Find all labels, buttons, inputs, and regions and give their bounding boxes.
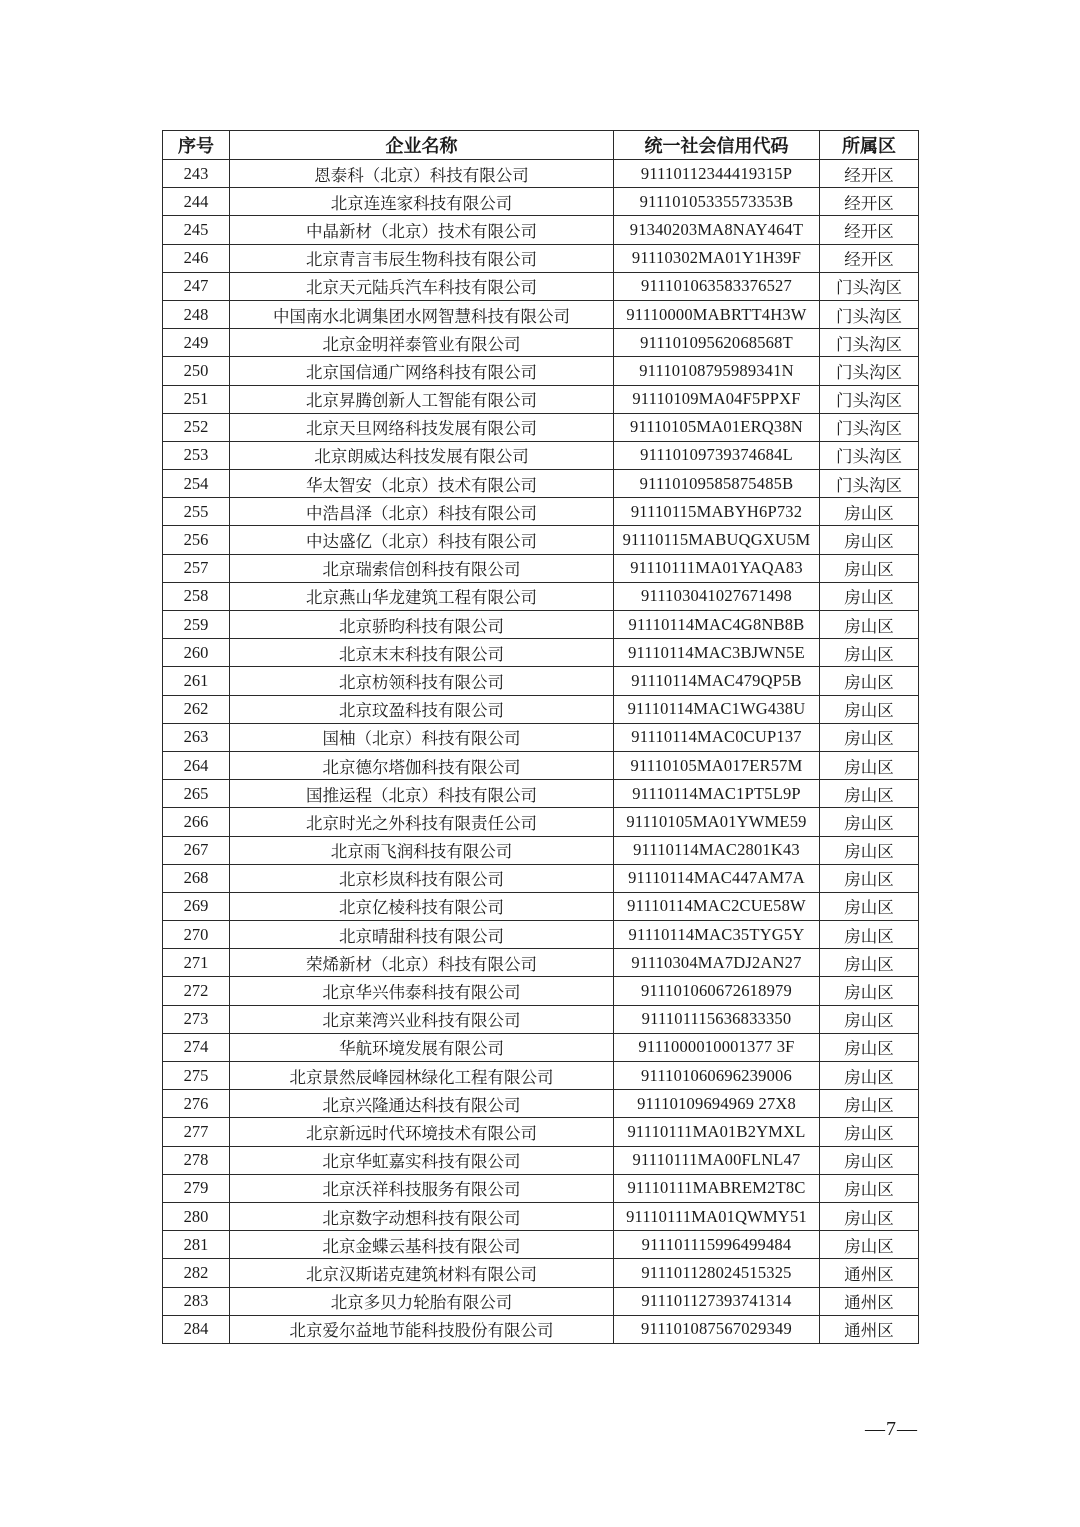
company-name: 北京莱湾兴业科技有限公司 xyxy=(230,1005,614,1033)
credit-code: 91110115MABUQGXU5M xyxy=(614,526,820,554)
row-index: 253 xyxy=(163,441,230,469)
row-index: 246 xyxy=(163,244,230,272)
credit-code: 91110105MA01ERQ38N xyxy=(614,413,820,441)
table-body xyxy=(163,160,919,1344)
company-name: 北京枋领科技有限公司 xyxy=(230,667,614,695)
company-name: 中晶新材（北京）技术有限公司 xyxy=(230,216,614,244)
row-index: 259 xyxy=(163,611,230,639)
credit-code: 91110114MAC0CUP137 xyxy=(614,723,820,751)
row-index: 283 xyxy=(163,1287,230,1315)
table-row xyxy=(163,892,919,920)
company-name: 北京天旦网络科技发展有限公司 xyxy=(230,413,614,441)
table-header-row xyxy=(163,131,919,160)
credit-code: 91110112344419315P xyxy=(614,160,820,188)
credit-code: 91110114MAC447AM7A xyxy=(614,864,820,892)
table-row xyxy=(163,1231,919,1259)
company-name: 北京昇腾创新人工智能有限公司 xyxy=(230,385,614,413)
district: 门头沟区 xyxy=(820,441,919,469)
company-name: 北京末末科技有限公司 xyxy=(230,639,614,667)
credit-code: 911101128024515325 xyxy=(614,1259,820,1287)
company-name: 华航环境发展有限公司 xyxy=(230,1033,614,1061)
row-index: 265 xyxy=(163,780,230,808)
district: 房山区 xyxy=(820,526,919,554)
district: 房山区 xyxy=(820,1174,919,1202)
table-row xyxy=(163,216,919,244)
district: 房山区 xyxy=(820,723,919,751)
company-name: 北京沃祥科技服务有限公司 xyxy=(230,1174,614,1202)
company-name: 北京金明祥泰管业有限公司 xyxy=(230,329,614,357)
company-name: 北京华虹嘉实科技有限公司 xyxy=(230,1146,614,1174)
table-row xyxy=(163,1315,919,1343)
district: 房山区 xyxy=(820,977,919,1005)
table-row xyxy=(163,808,919,836)
header-district: 所属区 xyxy=(820,131,919,160)
credit-code: 91110111MA01B2YMXL xyxy=(614,1118,820,1146)
row-index: 264 xyxy=(163,751,230,779)
credit-code: 91110111MA00FLNL47 xyxy=(614,1146,820,1174)
credit-code: 91110114MAC1WG438U xyxy=(614,695,820,723)
district: 房山区 xyxy=(820,554,919,582)
row-index: 284 xyxy=(163,1315,230,1343)
company-name: 北京汉斯诺克建筑材料有限公司 xyxy=(230,1259,614,1287)
row-index: 268 xyxy=(163,864,230,892)
table-row xyxy=(163,695,919,723)
credit-code: 9111000010001377 3F xyxy=(614,1033,820,1061)
row-index: 267 xyxy=(163,836,230,864)
row-index: 271 xyxy=(163,949,230,977)
credit-code: 911103041027671498 xyxy=(614,582,820,610)
row-index: 243 xyxy=(163,160,230,188)
company-name: 北京国信通广网络科技有限公司 xyxy=(230,357,614,385)
row-index: 280 xyxy=(163,1202,230,1230)
credit-code: 91110105335573353B xyxy=(614,188,820,216)
district: 经开区 xyxy=(820,188,919,216)
district: 门头沟区 xyxy=(820,272,919,300)
district: 房山区 xyxy=(820,1202,919,1230)
table-row xyxy=(163,1033,919,1061)
header-company-name: 企业名称 xyxy=(230,131,614,160)
company-name: 北京杉岚科技有限公司 xyxy=(230,864,614,892)
district: 房山区 xyxy=(820,611,919,639)
company-name: 恩泰科（北京）科技有限公司 xyxy=(230,160,614,188)
table-row xyxy=(163,385,919,413)
table-row xyxy=(163,188,919,216)
company-name: 北京朗威达科技发展有限公司 xyxy=(230,441,614,469)
row-index: 282 xyxy=(163,1259,230,1287)
district: 房山区 xyxy=(820,864,919,892)
credit-code: 911101115996499484 xyxy=(614,1231,820,1259)
table-row xyxy=(163,300,919,328)
district: 房山区 xyxy=(820,1231,919,1259)
company-name: 北京天元陆兵汽车科技有限公司 xyxy=(230,272,614,300)
table-row xyxy=(163,498,919,526)
credit-code: 91110111MA01QWMY51 xyxy=(614,1202,820,1230)
company-name: 华太智安（北京）技术有限公司 xyxy=(230,470,614,498)
district: 房山区 xyxy=(820,1033,919,1061)
row-index: 269 xyxy=(163,892,230,920)
credit-code: 91110114MAC1PT5L9P xyxy=(614,780,820,808)
company-name: 北京亿棱科技有限公司 xyxy=(230,892,614,920)
company-name: 北京多贝力轮胎有限公司 xyxy=(230,1287,614,1315)
credit-code: 91110304MA7DJ2AN27 xyxy=(614,949,820,977)
district: 房山区 xyxy=(820,498,919,526)
row-index: 249 xyxy=(163,329,230,357)
credit-code: 911101060672618979 xyxy=(614,977,820,1005)
table-row xyxy=(163,751,919,779)
credit-code: 91110114MAC479QP5B xyxy=(614,667,820,695)
district: 门头沟区 xyxy=(820,300,919,328)
company-name: 北京青言韦辰生物科技有限公司 xyxy=(230,244,614,272)
table-row xyxy=(163,1118,919,1146)
table-row xyxy=(163,441,919,469)
district: 通州区 xyxy=(820,1315,919,1343)
district: 通州区 xyxy=(820,1287,919,1315)
company-name: 北京数字动想科技有限公司 xyxy=(230,1202,614,1230)
row-index: 276 xyxy=(163,1090,230,1118)
credit-code: 91110111MA01YAQA83 xyxy=(614,554,820,582)
row-index: 252 xyxy=(163,413,230,441)
district: 房山区 xyxy=(820,808,919,836)
row-index: 245 xyxy=(163,216,230,244)
credit-code: 91110114MAC35TYG5Y xyxy=(614,921,820,949)
row-index: 272 xyxy=(163,977,230,1005)
row-index: 250 xyxy=(163,357,230,385)
district: 房山区 xyxy=(820,836,919,864)
table-row xyxy=(163,1062,919,1090)
table-row xyxy=(163,413,919,441)
district: 经开区 xyxy=(820,160,919,188)
credit-code: 91110109MA04F5PPXF xyxy=(614,385,820,413)
company-name: 北京兴隆通达科技有限公司 xyxy=(230,1090,614,1118)
credit-code: 91110114MAC2CUE58W xyxy=(614,892,820,920)
table-row xyxy=(163,244,919,272)
district: 门头沟区 xyxy=(820,385,919,413)
credit-code: 91340203MA8NAY464T xyxy=(614,216,820,244)
table-row xyxy=(163,949,919,977)
header-index: 序号 xyxy=(163,131,230,160)
company-name: 北京连连家科技有限公司 xyxy=(230,188,614,216)
page-number: —7— xyxy=(865,1418,918,1440)
credit-code: 91110108795989341N xyxy=(614,357,820,385)
credit-code: 91110105MA01YWME59 xyxy=(614,808,820,836)
district: 门头沟区 xyxy=(820,470,919,498)
enterprise-table xyxy=(162,130,919,1344)
credit-code: 911101087567029349 xyxy=(614,1315,820,1343)
company-name: 北京金蝶云基科技有限公司 xyxy=(230,1231,614,1259)
row-index: 262 xyxy=(163,695,230,723)
company-name: 北京景然辰峰园林绿化工程有限公司 xyxy=(230,1062,614,1090)
district: 房山区 xyxy=(820,1005,919,1033)
company-name: 北京骄昀科技有限公司 xyxy=(230,611,614,639)
district: 通州区 xyxy=(820,1259,919,1287)
credit-code: 911101060696239006 xyxy=(614,1062,820,1090)
table-row xyxy=(163,554,919,582)
table-row xyxy=(163,357,919,385)
district: 房山区 xyxy=(820,1118,919,1146)
header-credit-code: 统一社会信用代码 xyxy=(614,131,820,160)
credit-code: 911101115636833350 xyxy=(614,1005,820,1033)
table-row xyxy=(163,1146,919,1174)
district: 房山区 xyxy=(820,1146,919,1174)
row-index: 258 xyxy=(163,582,230,610)
table-row xyxy=(163,780,919,808)
credit-code: 91110109739374684L xyxy=(614,441,820,469)
district: 房山区 xyxy=(820,921,919,949)
credit-code: 91110000MABRTT4H3W xyxy=(614,300,820,328)
district: 房山区 xyxy=(820,949,919,977)
district: 门头沟区 xyxy=(820,413,919,441)
row-index: 270 xyxy=(163,921,230,949)
district: 房山区 xyxy=(820,1090,919,1118)
row-index: 247 xyxy=(163,272,230,300)
table-row xyxy=(163,921,919,949)
table-row xyxy=(163,723,919,751)
table-row xyxy=(163,977,919,1005)
company-name: 中达盛亿（北京）科技有限公司 xyxy=(230,526,614,554)
row-index: 248 xyxy=(163,300,230,328)
company-name: 国推运程（北京）科技有限公司 xyxy=(230,780,614,808)
credit-code: 91110302MA01Y1H39F xyxy=(614,244,820,272)
credit-code: 91110114MAC4G8NB8B xyxy=(614,611,820,639)
district: 门头沟区 xyxy=(820,357,919,385)
table-row xyxy=(163,1202,919,1230)
row-index: 256 xyxy=(163,526,230,554)
row-index: 277 xyxy=(163,1118,230,1146)
row-index: 266 xyxy=(163,808,230,836)
table-row xyxy=(163,667,919,695)
district: 房山区 xyxy=(820,639,919,667)
row-index: 275 xyxy=(163,1062,230,1090)
table-row xyxy=(163,272,919,300)
table-row xyxy=(163,329,919,357)
table-row xyxy=(163,1090,919,1118)
district: 房山区 xyxy=(820,1062,919,1090)
company-name: 北京华兴伟泰科技有限公司 xyxy=(230,977,614,1005)
district: 房山区 xyxy=(820,582,919,610)
table-row xyxy=(163,611,919,639)
row-index: 279 xyxy=(163,1174,230,1202)
table-row xyxy=(163,1287,919,1315)
company-name: 荣烯新材（北京）科技有限公司 xyxy=(230,949,614,977)
company-name: 北京玟盈科技有限公司 xyxy=(230,695,614,723)
row-index: 255 xyxy=(163,498,230,526)
row-index: 254 xyxy=(163,470,230,498)
table-row xyxy=(163,1259,919,1287)
table-row xyxy=(163,836,919,864)
row-index: 273 xyxy=(163,1005,230,1033)
company-name: 北京新远时代环境技术有限公司 xyxy=(230,1118,614,1146)
credit-code: 91110105MA017ER57M xyxy=(614,751,820,779)
table-row xyxy=(163,864,919,892)
district: 房山区 xyxy=(820,751,919,779)
table-row xyxy=(163,1174,919,1202)
district: 房山区 xyxy=(820,667,919,695)
company-name: 北京瑞索信创科技有限公司 xyxy=(230,554,614,582)
table-row xyxy=(163,1005,919,1033)
table-row xyxy=(163,470,919,498)
district: 经开区 xyxy=(820,216,919,244)
company-name: 北京雨飞润科技有限公司 xyxy=(230,836,614,864)
district: 房山区 xyxy=(820,780,919,808)
company-name: 北京爱尔益地节能科技股份有限公司 xyxy=(230,1315,614,1343)
table-row xyxy=(163,582,919,610)
company-name: 北京燕山华龙建筑工程有限公司 xyxy=(230,582,614,610)
table-row xyxy=(163,160,919,188)
row-index: 278 xyxy=(163,1146,230,1174)
company-name: 北京德尔塔伽科技有限公司 xyxy=(230,751,614,779)
row-index: 260 xyxy=(163,639,230,667)
credit-code: 91110114MAC3BJWN5E xyxy=(614,639,820,667)
credit-code: 911101127393741314 xyxy=(614,1287,820,1315)
company-name: 国柚（北京）科技有限公司 xyxy=(230,723,614,751)
company-name: 中浩昌泽（北京）科技有限公司 xyxy=(230,498,614,526)
district: 房山区 xyxy=(820,695,919,723)
credit-code: 91110109562068568T xyxy=(614,329,820,357)
row-index: 281 xyxy=(163,1231,230,1259)
credit-code: 911101063583376527 xyxy=(614,272,820,300)
row-index: 261 xyxy=(163,667,230,695)
company-name: 北京晴甜科技有限公司 xyxy=(230,921,614,949)
row-index: 257 xyxy=(163,554,230,582)
district: 门头沟区 xyxy=(820,329,919,357)
table-row xyxy=(163,639,919,667)
table-row xyxy=(163,526,919,554)
credit-code: 91110109585875485B xyxy=(614,470,820,498)
row-index: 244 xyxy=(163,188,230,216)
row-index: 251 xyxy=(163,385,230,413)
company-name: 中国南水北调集团水网智慧科技有限公司 xyxy=(230,300,614,328)
credit-code: 91110114MAC2801K43 xyxy=(614,836,820,864)
credit-code: 91110109694969 27X8 xyxy=(614,1090,820,1118)
row-index: 263 xyxy=(163,723,230,751)
company-name: 北京时光之外科技有限责任公司 xyxy=(230,808,614,836)
credit-code: 91110111MABREM2T8C xyxy=(614,1174,820,1202)
row-index: 274 xyxy=(163,1033,230,1061)
district: 经开区 xyxy=(820,244,919,272)
credit-code: 91110115MABYH6P732 xyxy=(614,498,820,526)
district: 房山区 xyxy=(820,892,919,920)
